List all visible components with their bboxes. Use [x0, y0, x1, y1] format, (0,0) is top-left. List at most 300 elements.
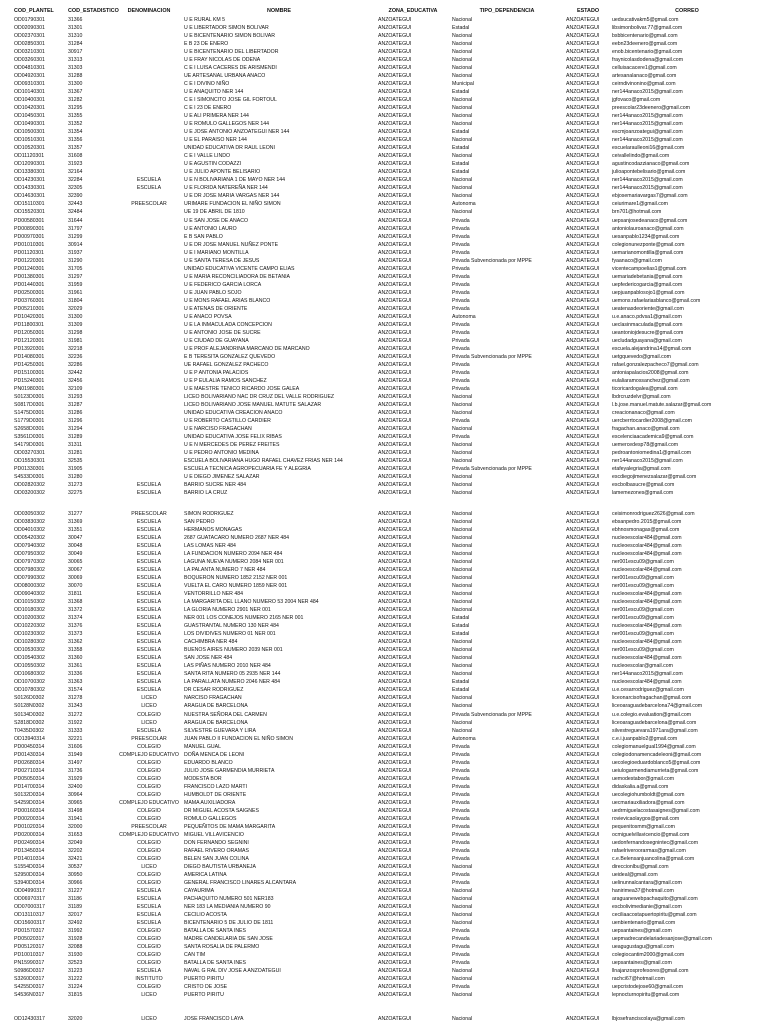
cell-estado: ANZOATEGUI [566, 655, 600, 662]
cell-zona-educativa: ANZOATEGUI [378, 377, 412, 384]
cell-nombre: BOQUERON NUMERO 1852 2152 NER 001 [184, 575, 288, 582]
table-row [0, 433, 768, 441]
cell-cod-estadistico: 30950 [68, 871, 83, 878]
cell-estado: ANZOATEGUI [566, 458, 600, 465]
cell-estado: ANZOATEGUI [566, 895, 600, 902]
table-row [0, 393, 768, 401]
cell-zona-educativa: ANZOATEGUI [378, 583, 412, 590]
cell-zona-educativa: ANZOATEGUI [378, 912, 412, 918]
cell-nombre: U E ATENAS DE ORIENTE [184, 305, 248, 312]
table-row [0, 32, 768, 40]
cell-cod-plantel: OD10530302 [14, 647, 45, 654]
cell-denominacion: PREESCOLAR [131, 511, 167, 517]
cell-zona-educativa: ANZOATEGUI [378, 329, 412, 336]
cell-cod-estadistico: 31937 [68, 249, 83, 256]
cell-correo: uepsantaines@gmail.com [612, 928, 672, 935]
table-row [0, 831, 768, 839]
cell-cod-estadistico: 31352 [68, 121, 83, 128]
cell-estado: ANZOATEGUI [566, 735, 600, 742]
cell-cod-plantel: OD15530301 [14, 458, 45, 465]
table-row [0, 64, 768, 72]
table-row [0, 112, 768, 120]
cell-cod-estadistico: 32218 [68, 345, 83, 352]
header-tipo-dependencia: TIPO_DEPENDENCIA [479, 8, 535, 14]
cell-tipo-dependencia: Estadal [452, 161, 470, 168]
cell-zona-educativa: ANZOATEGUI [378, 831, 412, 838]
cell-correo: ocmiguelvillavicencio@gmail.com [612, 831, 690, 838]
cell-tipo-dependencia: Privada Subvencionada por MPPE [452, 711, 532, 718]
cell-denominacion: COLEGIO [137, 952, 161, 959]
cell-zona-educativa: ANZOATEGUI [378, 703, 412, 710]
cell-zona-educativa: ANZOATEGUI [378, 815, 412, 822]
cell-estado: ANZOATEGUI [566, 663, 600, 670]
cell-nombre: LA MARGARITA DEL LLANO NUMERO 53 2004 NER 484 [184, 599, 319, 606]
cell-cod-estadistico: 32284 [68, 177, 83, 184]
cell-cod-estadistico: 32421 [68, 855, 83, 862]
cell-estado: ANZOATEGUI [566, 703, 600, 710]
cell-zona-educativa: ANZOATEGUI [378, 345, 412, 352]
cell-estado: ANZOATEGUI [566, 137, 600, 144]
cell-tipo-dependencia: Nacional [452, 647, 473, 654]
cell-denominacion: COLEGIO [137, 944, 161, 951]
cell-tipo-dependencia: Nacional [452, 482, 473, 489]
cell-estado: ANZOATEGUI [566, 89, 600, 96]
cell-cod-estadistico: 31277 [68, 511, 83, 517]
cell-zona-educativa: ANZOATEGUI [378, 687, 412, 694]
cell-tipo-dependencia: Privada [452, 273, 470, 280]
cell-tipo-dependencia: Nacional [452, 695, 473, 702]
cell-tipo-dependencia: Privada [452, 831, 470, 838]
cell-tipo-dependencia: Nacional [452, 409, 473, 416]
cell-tipo-dependencia: Estadal [452, 615, 470, 622]
table-row [0, 401, 768, 409]
cell-cod-plantel: OD02370301 [14, 33, 45, 40]
cell-nombre: GUASTRANTAL NUMERO 130 NER 484 [184, 623, 279, 630]
table-header [0, 7, 768, 15]
cell-cod-plantel: OD04010302 [14, 527, 45, 534]
cell-tipo-dependencia: Privada [452, 775, 470, 782]
cell-cod-estadistico: 31288 [68, 73, 83, 80]
cell-cod-plantel: OD01790301 [14, 17, 45, 23]
cell-tipo-dependencia: Estadal [452, 687, 470, 694]
cell-denominacion: ESCUELA [136, 639, 162, 646]
table-row [0, 743, 768, 751]
cell-cod-estadistico: 31222 [68, 976, 83, 983]
cell-zona-educativa: ANZOATEGUI [378, 249, 412, 256]
cell-correo: ner001escu09@gmail.com [612, 647, 674, 654]
cell-cod-plantel: OD10180302 [14, 607, 45, 614]
cell-tipo-dependencia: Nacional [452, 17, 473, 23]
cell-zona-educativa: ANZOATEGUI [378, 936, 412, 943]
cell-tipo-dependencia: Nacional [452, 903, 473, 910]
cell-estado: ANZOATEGUI [566, 257, 600, 264]
cell-nombre: U E I MARIANO MONTILLA [184, 249, 249, 256]
cell-nombre: U E MAESTRE TENICO RICARDO JOSE GALEA [184, 385, 300, 392]
cell-nombre: ARAGUA DE BARCELONA [184, 703, 248, 710]
cell-tipo-dependencia: Estadal [452, 129, 470, 136]
cell-cod-plantel: PD01020314 [14, 823, 45, 830]
cell-zona-educativa: ANZOATEGUI [378, 177, 412, 184]
table-row [0, 839, 768, 847]
cell-estado: ANZOATEGUI [566, 751, 600, 758]
cell-estado: ANZOATEGUI [566, 511, 600, 517]
cell-tipo-dependencia: Privada Subvencionada por MPPE [452, 257, 532, 264]
cell-denominacion: LICEO [141, 863, 157, 870]
table-row [0, 991, 768, 999]
cell-nombre: U E SANTA TERESA DE JESUS [184, 257, 260, 264]
cell-cod-estadistico: 32286 [68, 361, 83, 368]
cell-nombre: U E FLORIDA NATEREÑA NER 144 [184, 185, 268, 192]
cell-cod-estadistico: 31705 [68, 265, 83, 272]
cell-nombre: NER 001 LOS CONEJOS NUMERO 2165 NER 001 [184, 615, 304, 622]
cell-estado: ANZOATEGUI [566, 968, 600, 975]
cell-cod-estadistico: 31360 [68, 655, 83, 662]
cell-tipo-dependencia: Privada [452, 377, 470, 384]
cell-cod-plantel: S1779D0301 [14, 418, 45, 424]
cell-cod-plantel: OD10140301 [14, 89, 45, 96]
cell-zona-educativa: ANZOATEGUI [378, 863, 412, 870]
cell-cod-plantel: OD02090301 [14, 25, 45, 32]
cell-correo: colegiocantim2000@gmail.com [612, 952, 685, 959]
cell-cod-estadistico: 31186 [68, 895, 83, 902]
cell-zona-educativa: ANZOATEGUI [378, 615, 412, 622]
cell-zona-educativa: ANZOATEGUI [378, 217, 412, 224]
table-row [0, 654, 768, 662]
cell-estado: ANZOATEGUI [566, 161, 600, 168]
cell-estado: ANZOATEGUI [566, 321, 600, 328]
cell-nombre: VUELTA EL CARO NUMERO 1859 NER 001 [184, 583, 288, 590]
cell-denominacion: ESCUELA [136, 543, 162, 550]
cell-estado: ANZOATEGUI [566, 615, 600, 622]
cell-denominacion: ESCUELA [136, 687, 162, 694]
table-row [0, 289, 768, 297]
cell-denominacion: ESCUELA [136, 559, 162, 566]
cell-estado: ANZOATEGUI [566, 984, 600, 991]
cell-nombre: NER 183 LA MEDIANIA NUMERO 90 [184, 903, 271, 910]
cell-zona-educativa: ANZOATEGUI [378, 337, 412, 344]
cell-zona-educativa: ANZOATEGUI [378, 305, 412, 312]
cell-cod-plantel: PD00890301 [14, 225, 45, 232]
cell-nombre: SANTA RITA NUMERO 05 2935 NER 144 [184, 671, 281, 678]
cell-estado: ANZOATEGUI [566, 273, 600, 280]
cell-nombre: U E CIUDAD DE GUAYANA [184, 337, 249, 344]
cell-nombre: LA GLORIA NUMERO 2901 NER 001 [184, 607, 271, 614]
cell-nombre: U E ANAQUITO NER 144 [184, 89, 244, 96]
cell-tipo-dependencia: Nacional [452, 57, 473, 64]
cell-estado: ANZOATEGUI [566, 97, 600, 104]
cell-estado: ANZOATEGUI [566, 289, 600, 296]
cell-nombre: LAGUNA NUEVA NUMERO 2084 NER 001 [184, 559, 284, 566]
cell-tipo-dependencia: Privada [452, 928, 470, 935]
cell-tipo-dependencia: Nacional [452, 912, 473, 918]
cell-estado: ANZOATEGUI [566, 743, 600, 750]
cell-estado: ANZOATEGUI [566, 145, 600, 152]
cell-zona-educativa: ANZOATEGUI [378, 257, 412, 264]
cell-zona-educativa: ANZOATEGUI [378, 960, 412, 967]
cell-correo: uenbientenario@gmail.com [612, 920, 676, 927]
cell-tipo-dependencia: Privada [452, 960, 470, 967]
cell-correo: rafaelriveroorarmas@gmail.com [612, 847, 686, 854]
cell-cod-plantel: OD05420302 [14, 535, 45, 542]
cell-nombre: AMERICA LATINA [184, 871, 227, 878]
table-row [0, 128, 768, 136]
cell-cod-plantel: PD00160314 [14, 807, 45, 814]
cell-tipo-dependencia: Autonoma [452, 313, 476, 320]
table-row [0, 24, 768, 32]
cell-correo: c.e.Belensanjuancolina@gmail.com [612, 855, 695, 862]
cell-cod-plantel: OD03050302 [14, 511, 45, 517]
cell-cod-estadistico: 31376 [68, 623, 83, 630]
cell-correo: escdiegojimenezsalazar@gmail.com [612, 474, 697, 481]
cell-cod-plantel: OD07980302 [14, 567, 45, 574]
cell-cod-estadistico: 30047 [68, 535, 83, 542]
cell-tipo-dependencia: Privada [452, 289, 470, 296]
cell-nombre: BICENTENARIO 5 DE JULIO DE 1811 [184, 920, 274, 927]
cell-cod-plantel: OD10150302 [14, 599, 45, 606]
cell-correo: uemariadebetania@gmail.com [612, 273, 683, 280]
cell-correo: hanirimea37@hotmail.com [612, 887, 674, 894]
cell-cod-estadistico: 31227 [68, 887, 83, 894]
cell-cod-estadistico: 31815 [68, 992, 83, 999]
cell-correo: araguanewebpachaquito@gmail.com [612, 895, 698, 902]
table-row [0, 120, 768, 128]
table-row [0, 927, 768, 935]
cell-denominacion: COMPLEJO EDUCATIVO [119, 831, 179, 838]
cell-estado: ANZOATEGUI [566, 113, 600, 120]
table-row [0, 369, 768, 377]
cell-nombre: EDUARDO BLANCO [184, 759, 233, 766]
cell-estado: ANZOATEGUI [566, 567, 600, 574]
cell-tipo-dependencia: Estadal [452, 623, 470, 630]
cell-tipo-dependencia: Privada [452, 329, 470, 336]
cell-nombre: DR MIGUEL ACOSTA SAIGNES [184, 807, 259, 814]
cell-tipo-dependencia: Nacional [452, 474, 473, 481]
cell-tipo-dependencia: Privada Subvencionada por MPPE [452, 353, 532, 360]
cell-cod-plantel: S0817D0301 [14, 401, 45, 408]
cell-zona-educativa: ANZOATEGUI [378, 920, 412, 927]
table-row [0, 823, 768, 831]
cell-zona-educativa: ANZOATEGUI [378, 289, 412, 296]
table-row [0, 489, 768, 497]
cell-correo: escbolivimedianie@gmail.com [612, 903, 682, 910]
table-row [0, 943, 768, 951]
cell-nombre: U E RURAL KM 5 [184, 17, 226, 23]
cell-tipo-dependencia: Nacional [452, 153, 473, 160]
table-row [0, 241, 768, 249]
cell-denominacion: COLEGIO [137, 759, 161, 766]
cell-estado: ANZOATEGUI [566, 490, 600, 497]
cell-cod-plantel: OD10550302 [14, 663, 45, 670]
cell-cod-plantel: PD14250301 [14, 361, 45, 368]
table-row [0, 465, 768, 473]
table-row [0, 417, 768, 425]
table-row [0, 959, 768, 967]
cell-zona-educativa: ANZOATEGUI [378, 161, 412, 168]
cell-cod-plantel: S3561D0301 [14, 434, 45, 441]
cell-cod-estadistico: 30049 [68, 551, 83, 558]
cell-zona-educativa: ANZOATEGUI [378, 281, 412, 288]
cell-estado: ANZOATEGUI [566, 201, 600, 208]
cell-correo: pedroantoniomedina1@gmail.com [612, 450, 692, 457]
cell-denominacion: LICEO [141, 992, 157, 999]
cell-cod-plantel: PD14010314 [14, 855, 45, 862]
cell-zona-educativa: ANZOATEGUI [378, 25, 412, 32]
table-row [0, 759, 768, 767]
cell-cod-plantel: OD07000317 [14, 903, 45, 910]
cell-nombre: SAN PEDRO [184, 519, 215, 526]
cell-cod-estadistico: 31333 [68, 727, 83, 734]
cell-nombre: U E ANTONIO LAURO [184, 225, 237, 232]
cell-correo: uecolegioeduardoblanco5@gmail.com [612, 759, 701, 766]
cell-tipo-dependencia: Nacional [452, 209, 473, 216]
cell-nombre: U E N MERCEDES DE PEREZ FREITES [184, 442, 280, 449]
cell-nombre: U E ROBERTO CASTILLO CARDIER [184, 418, 271, 424]
cell-tipo-dependencia: Nacional [452, 65, 473, 72]
cell-estado: ANZOATEGUI [566, 185, 600, 192]
cell-cod-estadistico: 30965 [68, 799, 83, 806]
cell-tipo-dependencia: Nacional [452, 121, 473, 128]
cell-estado: ANZOATEGUI [566, 426, 600, 433]
cell-cod-estadistico: 31297 [68, 273, 83, 280]
cell-denominacion: ESCUELA [136, 903, 162, 910]
table-row [0, 265, 768, 273]
cell-nombre: NAVAL G RAL DIV JOSE A ANZOATEGUI [184, 968, 281, 975]
cell-cod-estadistico: 31309 [68, 321, 83, 328]
cell-zona-educativa: ANZOATEGUI [378, 679, 412, 686]
cell-estado: ANZOATEGUI [566, 767, 600, 774]
table-row [0, 542, 768, 550]
cell-cod-plantel: OD10700302 [14, 679, 45, 686]
cell-zona-educativa: ANZOATEGUI [378, 511, 412, 517]
cell-correo: colegiodonamencadeleoni@gmail.com [612, 751, 702, 758]
table-row [0, 518, 768, 526]
cell-estado: ANZOATEGUI [566, 871, 600, 878]
cell-cod-plantel: OD10780302 [14, 687, 45, 694]
cell-denominacion: COMPLEJO EDUCATIVO [119, 799, 179, 806]
table-row [0, 606, 768, 614]
cell-cod-plantel: PD05210301 [14, 305, 45, 312]
cell-zona-educativa: ANZOATEGUI [378, 129, 412, 136]
cell-estado: ANZOATEGUI [566, 535, 600, 542]
cell-cod-estadistico: 31357 [68, 145, 83, 152]
cell-correo: liceonarcisofragachan@gmail.com [612, 695, 692, 702]
cell-tipo-dependencia: Privada [452, 944, 470, 951]
cell-nombre: C E I DIVINO NIÑO [184, 81, 230, 88]
cell-zona-educativa: ANZOATEGUI [378, 567, 412, 574]
cell-cod-estadistico: 32305 [68, 185, 83, 192]
table-row [0, 48, 768, 56]
cell-zona-educativa: ANZOATEGUI [378, 976, 412, 983]
cell-correo: ebjosemariavargas7@gmail.com [612, 193, 688, 200]
cell-tipo-dependencia: Estadal [452, 25, 470, 32]
table-row [0, 638, 768, 646]
cell-tipo-dependencia: Privada [452, 855, 470, 862]
cell-denominacion: COLEGIO [137, 839, 161, 846]
cell-nombre: U E LIBERTADOR SIMON BOLIVAR [184, 25, 269, 32]
cell-denominacion: ESCUELA [136, 727, 162, 734]
cell-cod-estadistico: 31356 [68, 137, 83, 144]
cell-cod-estadistico: 31949 [68, 751, 83, 758]
cell-zona-educativa: ANZOATEGUI [378, 871, 412, 878]
cell-correo: julioapontebelisario@gmail.com [612, 169, 686, 176]
cell-tipo-dependencia: Nacional [452, 177, 473, 184]
cell-denominacion: ESCUELA [136, 920, 162, 927]
cell-denominacion: ESCUELA [136, 655, 162, 662]
cell-zona-educativa: ANZOATEGUI [378, 655, 412, 662]
cell-denominacion: ESCUELA [136, 679, 162, 686]
cell-correo: ner144anaco2015@gmail.com [612, 177, 683, 184]
table-row [0, 40, 768, 48]
cell-tipo-dependencia: Nacional [452, 193, 473, 200]
cell-correo: ner144anaco2015@gmail.com [612, 121, 683, 128]
cell-cod-plantel: OD10680302 [14, 671, 45, 678]
cell-cod-plantel: S0123D0301 [14, 393, 45, 400]
cell-cod-plantel: PD05120317 [14, 944, 45, 951]
cell-estado: ANZOATEGUI [566, 450, 600, 457]
cell-correo: ceciliaacostapuertopiritu@gmail.com [612, 912, 697, 918]
table-row [0, 775, 768, 783]
cell-denominacion: ESCUELA [136, 615, 162, 622]
cell-tipo-dependencia: Nacional [452, 583, 473, 590]
cell-estado: ANZOATEGUI [566, 887, 600, 894]
cell-estado: ANZOATEGUI [566, 361, 600, 368]
cell-cod-estadistico: 31928 [68, 936, 83, 943]
cell-estado: ANZOATEGUI [566, 903, 600, 910]
cell-tipo-dependencia: Privada [452, 233, 470, 240]
cell-cod-estadistico: 31299 [68, 233, 83, 240]
cell-cod-plantel: OD08000302 [14, 583, 45, 590]
cell-zona-educativa: ANZOATEGUI [378, 527, 412, 534]
cell-estado: ANZOATEGUI [566, 679, 600, 686]
cell-nombre: HUMBOLDT DE ORIENTE [184, 791, 247, 798]
cell-cod-plantel: PD14700314 [14, 783, 45, 790]
cell-estado: ANZOATEGUI [566, 153, 600, 160]
cell-cod-estadistico: 32164 [68, 169, 83, 176]
cell-estado: ANZOATEGUI [566, 647, 600, 654]
cell-cod-plantel: OD07950302 [14, 551, 45, 558]
cell-estado: ANZOATEGUI [566, 727, 600, 734]
table-row [0, 919, 768, 927]
cell-correo: nucleoescolar484@gmail.com [612, 567, 682, 574]
cell-denominacion: ESCUELA [136, 631, 162, 638]
cell-correo: uecludadguayana@gmail.com [612, 337, 682, 344]
cell-nombre: JOSE FRANCISCO LAYA [184, 1016, 244, 1022]
cell-cod-estadistico: 30966 [68, 879, 83, 886]
cell-correo: uepcristodejose60@gmail.com [612, 984, 684, 991]
cell-cod-estadistico: 31361 [68, 663, 83, 670]
cell-estado: ANZOATEGUI [566, 928, 600, 935]
table-row [0, 208, 768, 216]
cell-tipo-dependencia: Privada [452, 281, 470, 288]
cell-zona-educativa: ANZOATEGUI [378, 233, 412, 240]
cell-correo: uepsanjosedeanaco@gmail.com [612, 217, 688, 224]
cell-zona-educativa: ANZOATEGUI [378, 631, 412, 638]
table-row [0, 321, 768, 329]
table-row [0, 168, 768, 176]
table-row [0, 662, 768, 670]
cell-zona-educativa: ANZOATEGUI [378, 535, 412, 542]
cell-tipo-dependencia: Privada [452, 847, 470, 854]
table-row [0, 200, 768, 208]
cell-cod-estadistico: 31293 [68, 393, 83, 400]
cell-estado: ANZOATEGUI [566, 631, 600, 638]
table-row [0, 16, 768, 24]
cell-denominacion: ESCUELA [136, 482, 162, 489]
cell-zona-educativa: ANZOATEGUI [378, 17, 412, 23]
cell-cod-plantel: OD10220302 [14, 623, 45, 630]
cell-cod-estadistico: 32017 [68, 912, 83, 918]
cell-zona-educativa: ANZOATEGUI [378, 775, 412, 782]
